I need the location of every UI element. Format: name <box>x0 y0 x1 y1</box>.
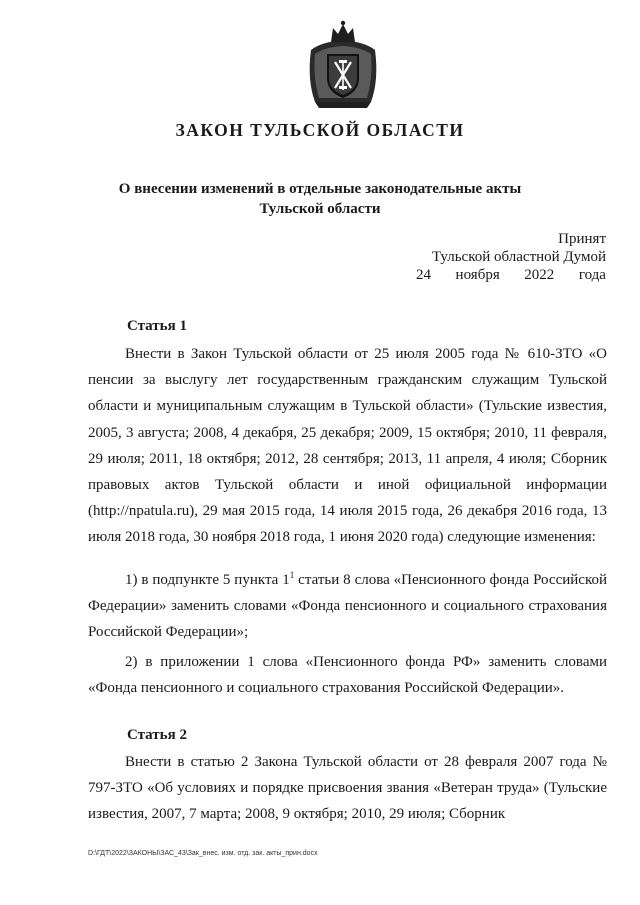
article-1-intro: Внести в Закон Тульской области от 25 июля 2005 года № 610-ЗТО «О пенсии за выслугу лет государственным гражданским служащим Тульской области и муниципальным служащим в Тульской области» (Тульские известия, 2005, 3 августа; 2008, 4 декабря, 25 декабря; 2009, 15 октября; 2010, 11 февраля, 29 июля; 2011, 18 октября; 2012, 28 сентября; 2013, 11 апреля, 4 июля; Сборник правовых актов Тульской области и иной официальной информации (http://npatula.ru), 29 мая 2015 года, 14 июля 2015 года, 26 декабря 2016 года, 13 июля 2018 года, 30 ноября 2018 года, 1 июня 2020 года) следующие изменения: <box>88 346 607 546</box>
coat-of-arms-emblem <box>305 20 381 110</box>
article-1-item-2: 2) в приложении 1 слова «Пенсионного фонда РФ» заменить словами «Фонда пенсионного и социального страхования Российской Федерации». <box>88 654 607 697</box>
article-1-item-1 <box>88 567 607 646</box>
law-subtitle <box>0 179 640 219</box>
adoption-block <box>416 230 606 284</box>
subtitle-line-1: О внесении изменений в отдельные законодательные акты <box>118 181 522 197</box>
adoption-month: ноября <box>455 267 500 283</box>
adoption-year-word: года <box>578 267 606 283</box>
law-title: ЗАКОН ТУЛЬСКОЙ ОБЛАСТИ <box>175 120 465 140</box>
file-path-footer: D:\ГДТ\2022\ЗАКОНЫ\ЗАС_43\Зак_внес. изм. отд. зак. акты_прин.docx <box>88 850 318 857</box>
adopted-label: Принят <box>558 231 606 247</box>
subtitle-line-2: Тульской области <box>259 201 381 217</box>
article-1-heading: Статья 1 <box>127 318 187 334</box>
adoption-day: 24 <box>416 267 431 283</box>
adopted-by: Тульской областной Думой <box>431 249 606 265</box>
item-1-superscript: 1 <box>289 570 295 580</box>
item-1-text-start: 1) в подпункте 5 пункта 1 <box>125 572 290 588</box>
item-1-text-end: статьи 8 слова «Пенсионного фонда Российской Федерации» заменить словами «Фонда пенсионного и социального страхования Российской Федерации»; <box>88 572 607 641</box>
article-2-heading: Статья 2 <box>127 727 187 743</box>
adoption-year: 2022 <box>524 267 555 283</box>
adoption-date <box>416 266 606 284</box>
article-2-intro: Внести в статью 2 Закона Тульской области от 28 февраля 2007 года № 797-ЗТО «Об условиях и порядке присвоения звания «Ветеран труда» (Тульские известия, 2007, 7 марта; 2008, 9 октября; 2010, 29 июля; Сборник <box>88 754 607 823</box>
